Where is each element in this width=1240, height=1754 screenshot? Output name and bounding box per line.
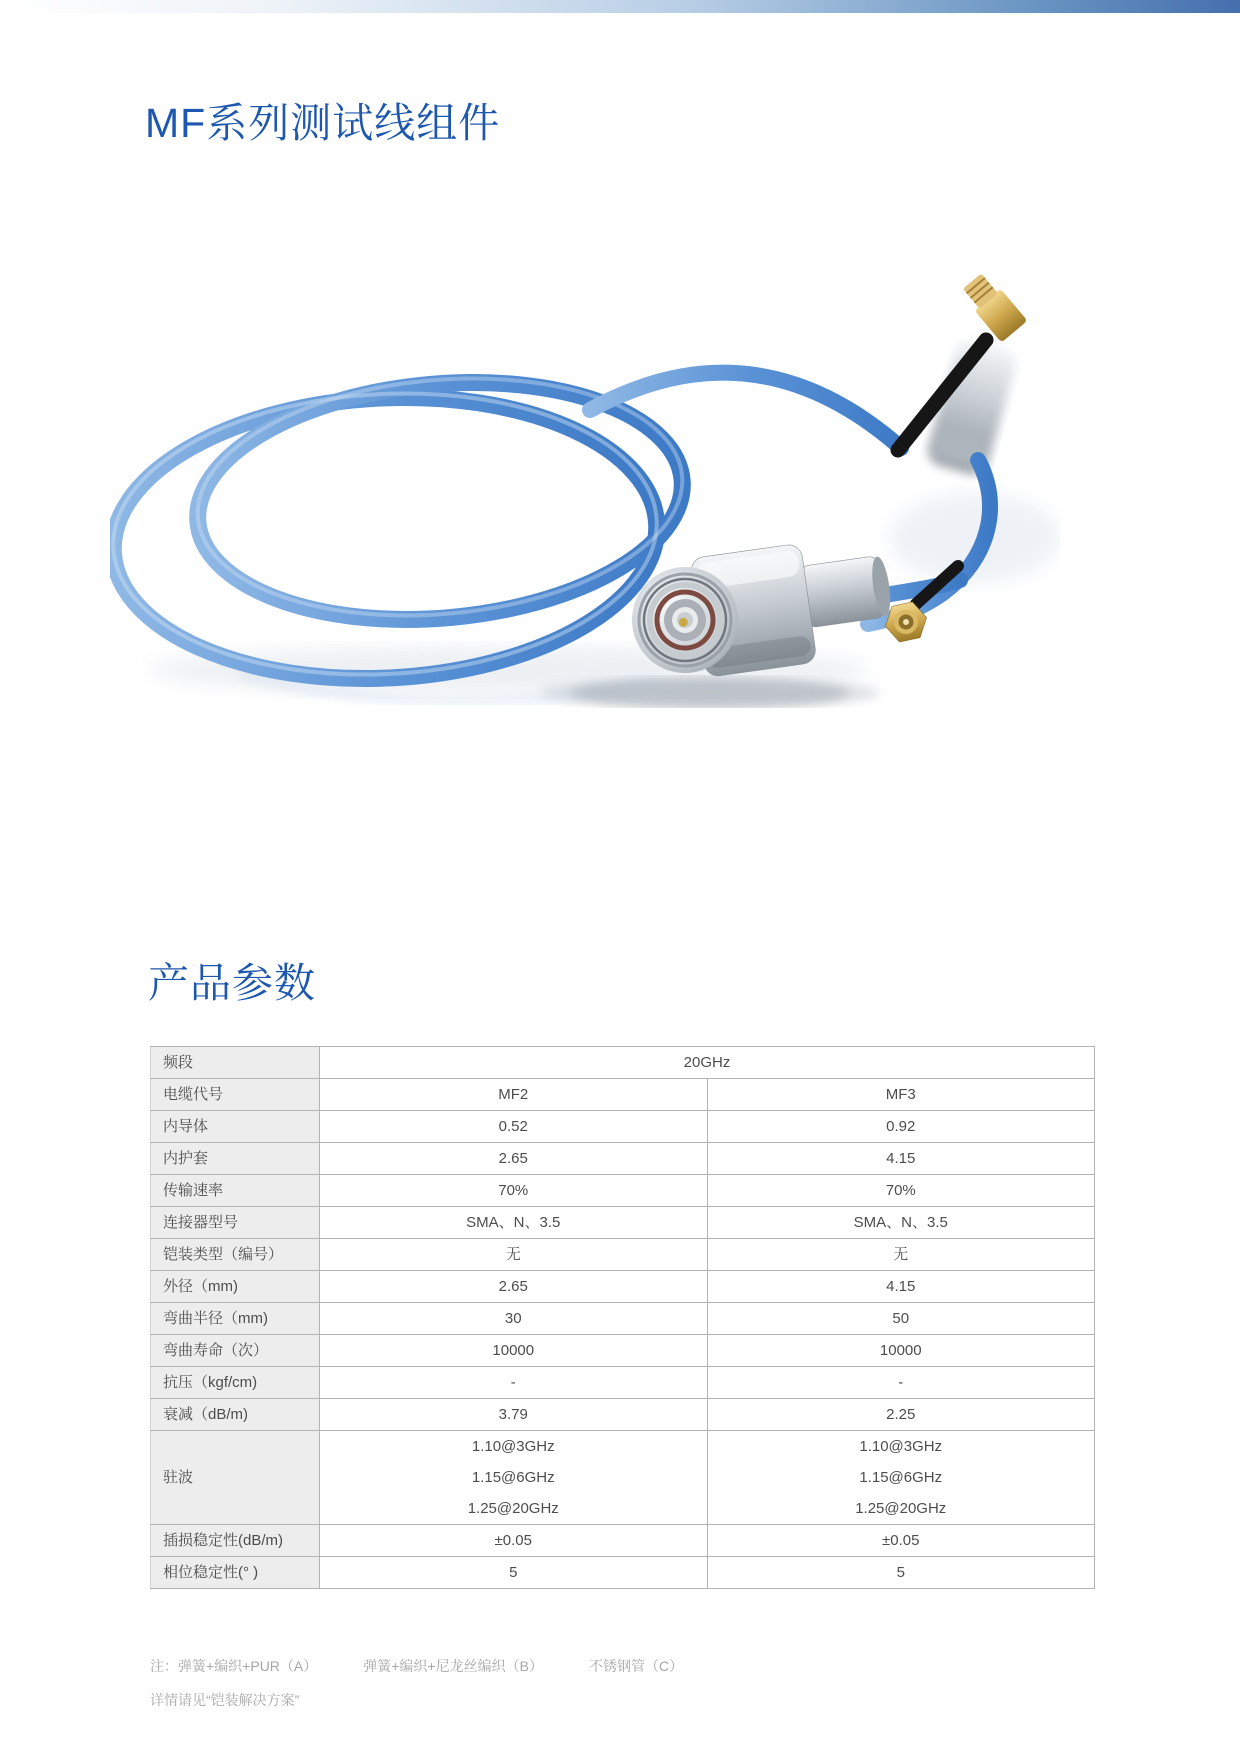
table-row-vswr: [151, 1431, 1095, 1525]
table-row: [151, 1303, 1095, 1335]
footnote-item: 注：弹簧+编织+PUR（A）: [150, 1658, 318, 1674]
param-value: 70%: [707, 1175, 1095, 1207]
param-label: 电缆代号: [151, 1079, 320, 1111]
param-value: [320, 1431, 708, 1525]
footnote-item: 弹簧+编织+尼龙丝编织（B）: [363, 1658, 543, 1674]
param-label: 频段: [151, 1047, 320, 1079]
footnote-armor-types: [150, 1656, 729, 1676]
vswr-line: 1.10@3GHz: [471, 1438, 555, 1455]
param-value: 2.25: [707, 1399, 1095, 1431]
param-label: 内导体: [151, 1111, 320, 1143]
param-value: 70%: [320, 1175, 708, 1207]
param-value: 无: [320, 1239, 708, 1271]
param-value: MF3: [707, 1079, 1095, 1111]
vswr-line: 1.15@6GHz: [859, 1469, 943, 1486]
param-value: ±0.05: [707, 1525, 1095, 1557]
table-row: [151, 1143, 1095, 1175]
param-value: 0.92: [707, 1111, 1095, 1143]
table-row: [151, 1525, 1095, 1557]
table-row: [151, 1271, 1095, 1303]
table-row: [151, 1047, 1095, 1079]
param-label: 铠装类型（编号）: [151, 1239, 320, 1271]
param-value: 20GHz: [320, 1047, 1095, 1079]
footnote-item: 不锈钢管（C）: [588, 1658, 684, 1674]
table-row: [151, 1207, 1095, 1239]
table-row: [151, 1335, 1095, 1367]
page-title: MF系列测试线组件: [145, 100, 501, 146]
param-value: -: [707, 1367, 1095, 1399]
param-value: SMA、N、3.5: [320, 1207, 708, 1239]
param-label: 相位稳定性(° ): [151, 1557, 320, 1589]
parameter-table: [150, 1046, 1095, 1589]
param-value: 10000: [707, 1335, 1095, 1367]
vswr-line: 1.25@20GHz: [467, 1500, 559, 1517]
param-value: [707, 1431, 1095, 1525]
param-value: 2.65: [320, 1143, 708, 1175]
sma-connector-front: [882, 566, 958, 644]
param-label: 插损稳定性(dB/m): [151, 1525, 320, 1557]
param-value: 0.52: [320, 1111, 708, 1143]
param-value: 2.65: [320, 1271, 708, 1303]
param-value: MF2: [320, 1079, 708, 1111]
param-label: 传输速率: [151, 1175, 320, 1207]
param-label: 弯曲半径（mm): [151, 1303, 320, 1335]
table-row: [151, 1111, 1095, 1143]
param-value: ±0.05: [320, 1525, 708, 1557]
section-title: 产品参数: [148, 960, 316, 1006]
param-value: 4.15: [707, 1271, 1095, 1303]
param-value: 30: [320, 1303, 708, 1335]
param-value: 5: [320, 1557, 708, 1589]
footnote-detail: 详情请见“铠装解决方案”: [150, 1692, 300, 1708]
param-value: -: [320, 1367, 708, 1399]
param-value: 10000: [320, 1335, 708, 1367]
table-row: [151, 1557, 1095, 1589]
param-label: 外径（mm): [151, 1271, 320, 1303]
sma-connector-top: [959, 270, 1027, 342]
table-row: [151, 1239, 1095, 1271]
param-value: 无: [707, 1239, 1095, 1271]
param-label: 驻波: [151, 1431, 320, 1525]
param-label: 抗压（kgf/cm): [151, 1367, 320, 1399]
brand-gradient-bar: [0, 0, 1240, 13]
table-row: [151, 1079, 1095, 1111]
vswr-line: 1.25@20GHz: [855, 1500, 947, 1517]
param-label: 内护套: [151, 1143, 320, 1175]
table-row: [151, 1399, 1095, 1431]
param-value: 5: [707, 1557, 1095, 1589]
param-label: 衰减（dB/m): [151, 1399, 320, 1431]
param-value: 3.79: [320, 1399, 708, 1431]
param-label: 弯曲寿命（次）: [151, 1335, 320, 1367]
vswr-line: 1.15@6GHz: [471, 1469, 555, 1486]
param-value: 50: [707, 1303, 1095, 1335]
product-photo: [110, 238, 1060, 708]
param-value: 4.15: [707, 1143, 1095, 1175]
table-row: [151, 1175, 1095, 1207]
table-row: [151, 1367, 1095, 1399]
param-label: 连接器型号: [151, 1207, 320, 1239]
vswr-line: 1.10@3GHz: [859, 1438, 943, 1455]
param-value: SMA、N、3.5: [707, 1207, 1095, 1239]
